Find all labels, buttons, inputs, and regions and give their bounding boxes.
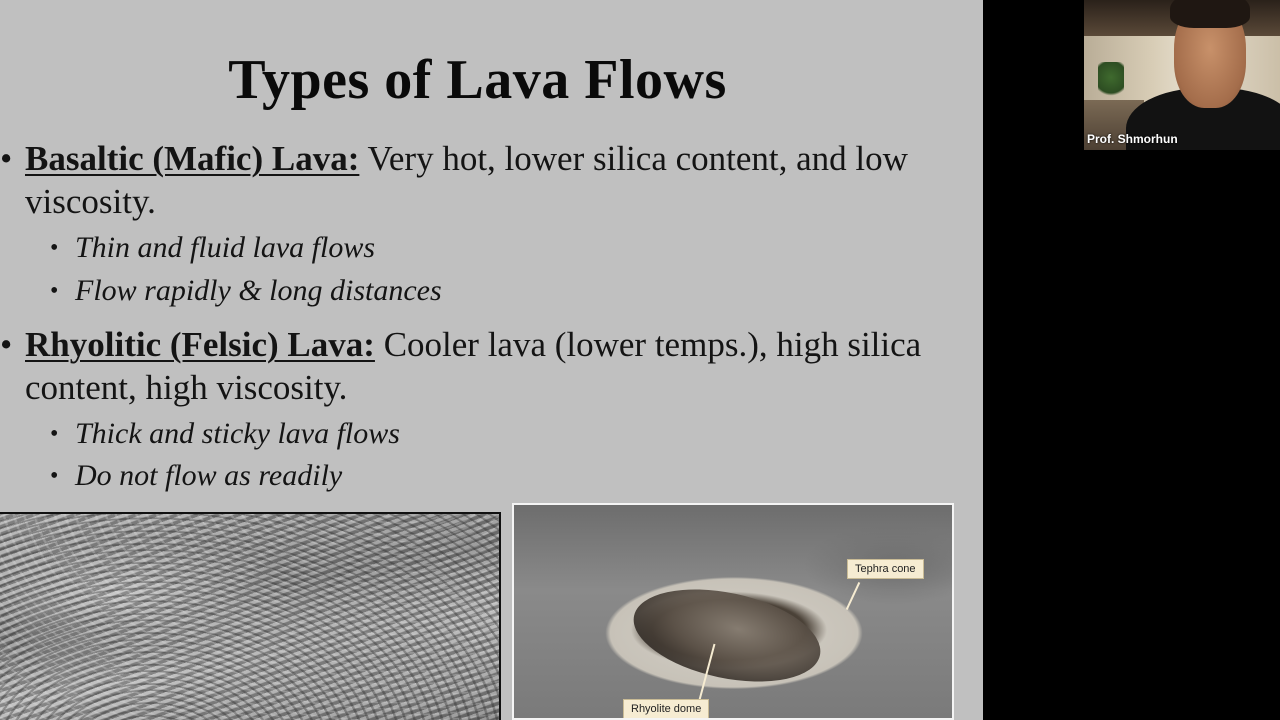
sub-bullet-text: Thin and fluid lava flows xyxy=(75,231,376,264)
bullet-glyph: • xyxy=(50,278,59,304)
participant-hair xyxy=(1170,0,1250,28)
bullet-term: Basaltic (Mafic) Lava: xyxy=(25,139,360,178)
tephra-leader-line xyxy=(846,582,860,610)
bullet-rhyolitic xyxy=(0,323,965,409)
dome-shape xyxy=(625,574,829,697)
participant-name: Prof. Shmorhun xyxy=(1087,132,1178,146)
bullet-glyph: • xyxy=(0,325,13,364)
slide-title: Types of Lava Flows xyxy=(228,49,727,111)
bullet-glyph: • xyxy=(50,235,59,261)
bullet-glyph: • xyxy=(50,421,59,447)
bullet-text: Cooler lava (lower temps.), high silica content, high viscosity. xyxy=(25,325,922,407)
sub-bullet xyxy=(50,416,400,452)
sub-bullet xyxy=(50,273,442,309)
rhyolite-dome-photo xyxy=(512,503,954,720)
lava-texture xyxy=(0,514,499,720)
bullet-glyph: • xyxy=(0,139,13,178)
sub-bullet xyxy=(50,458,343,494)
sub-bullet-text: Flow rapidly & long distances xyxy=(75,274,442,307)
background-plant xyxy=(1098,62,1124,100)
bullet-basaltic xyxy=(0,137,965,223)
sub-bullet-text: Thick and sticky lava flows xyxy=(75,417,400,450)
rhyolite-dome-label: Rhyolite dome xyxy=(623,699,709,719)
sub-bullet xyxy=(50,230,376,266)
sub-bullet-text: Do not flow as readily xyxy=(75,459,343,492)
tephra-cone-label: Tephra cone xyxy=(847,559,924,579)
bullet-glyph: • xyxy=(50,463,59,489)
participant-video-tile[interactable] xyxy=(1084,0,1280,150)
bullet-text: Very hot, lower silica content, and low viscosity. xyxy=(25,139,908,221)
pahoehoe-lava-photo xyxy=(0,512,501,720)
bullet-term: Rhyolitic (Felsic) Lava: xyxy=(25,325,375,364)
